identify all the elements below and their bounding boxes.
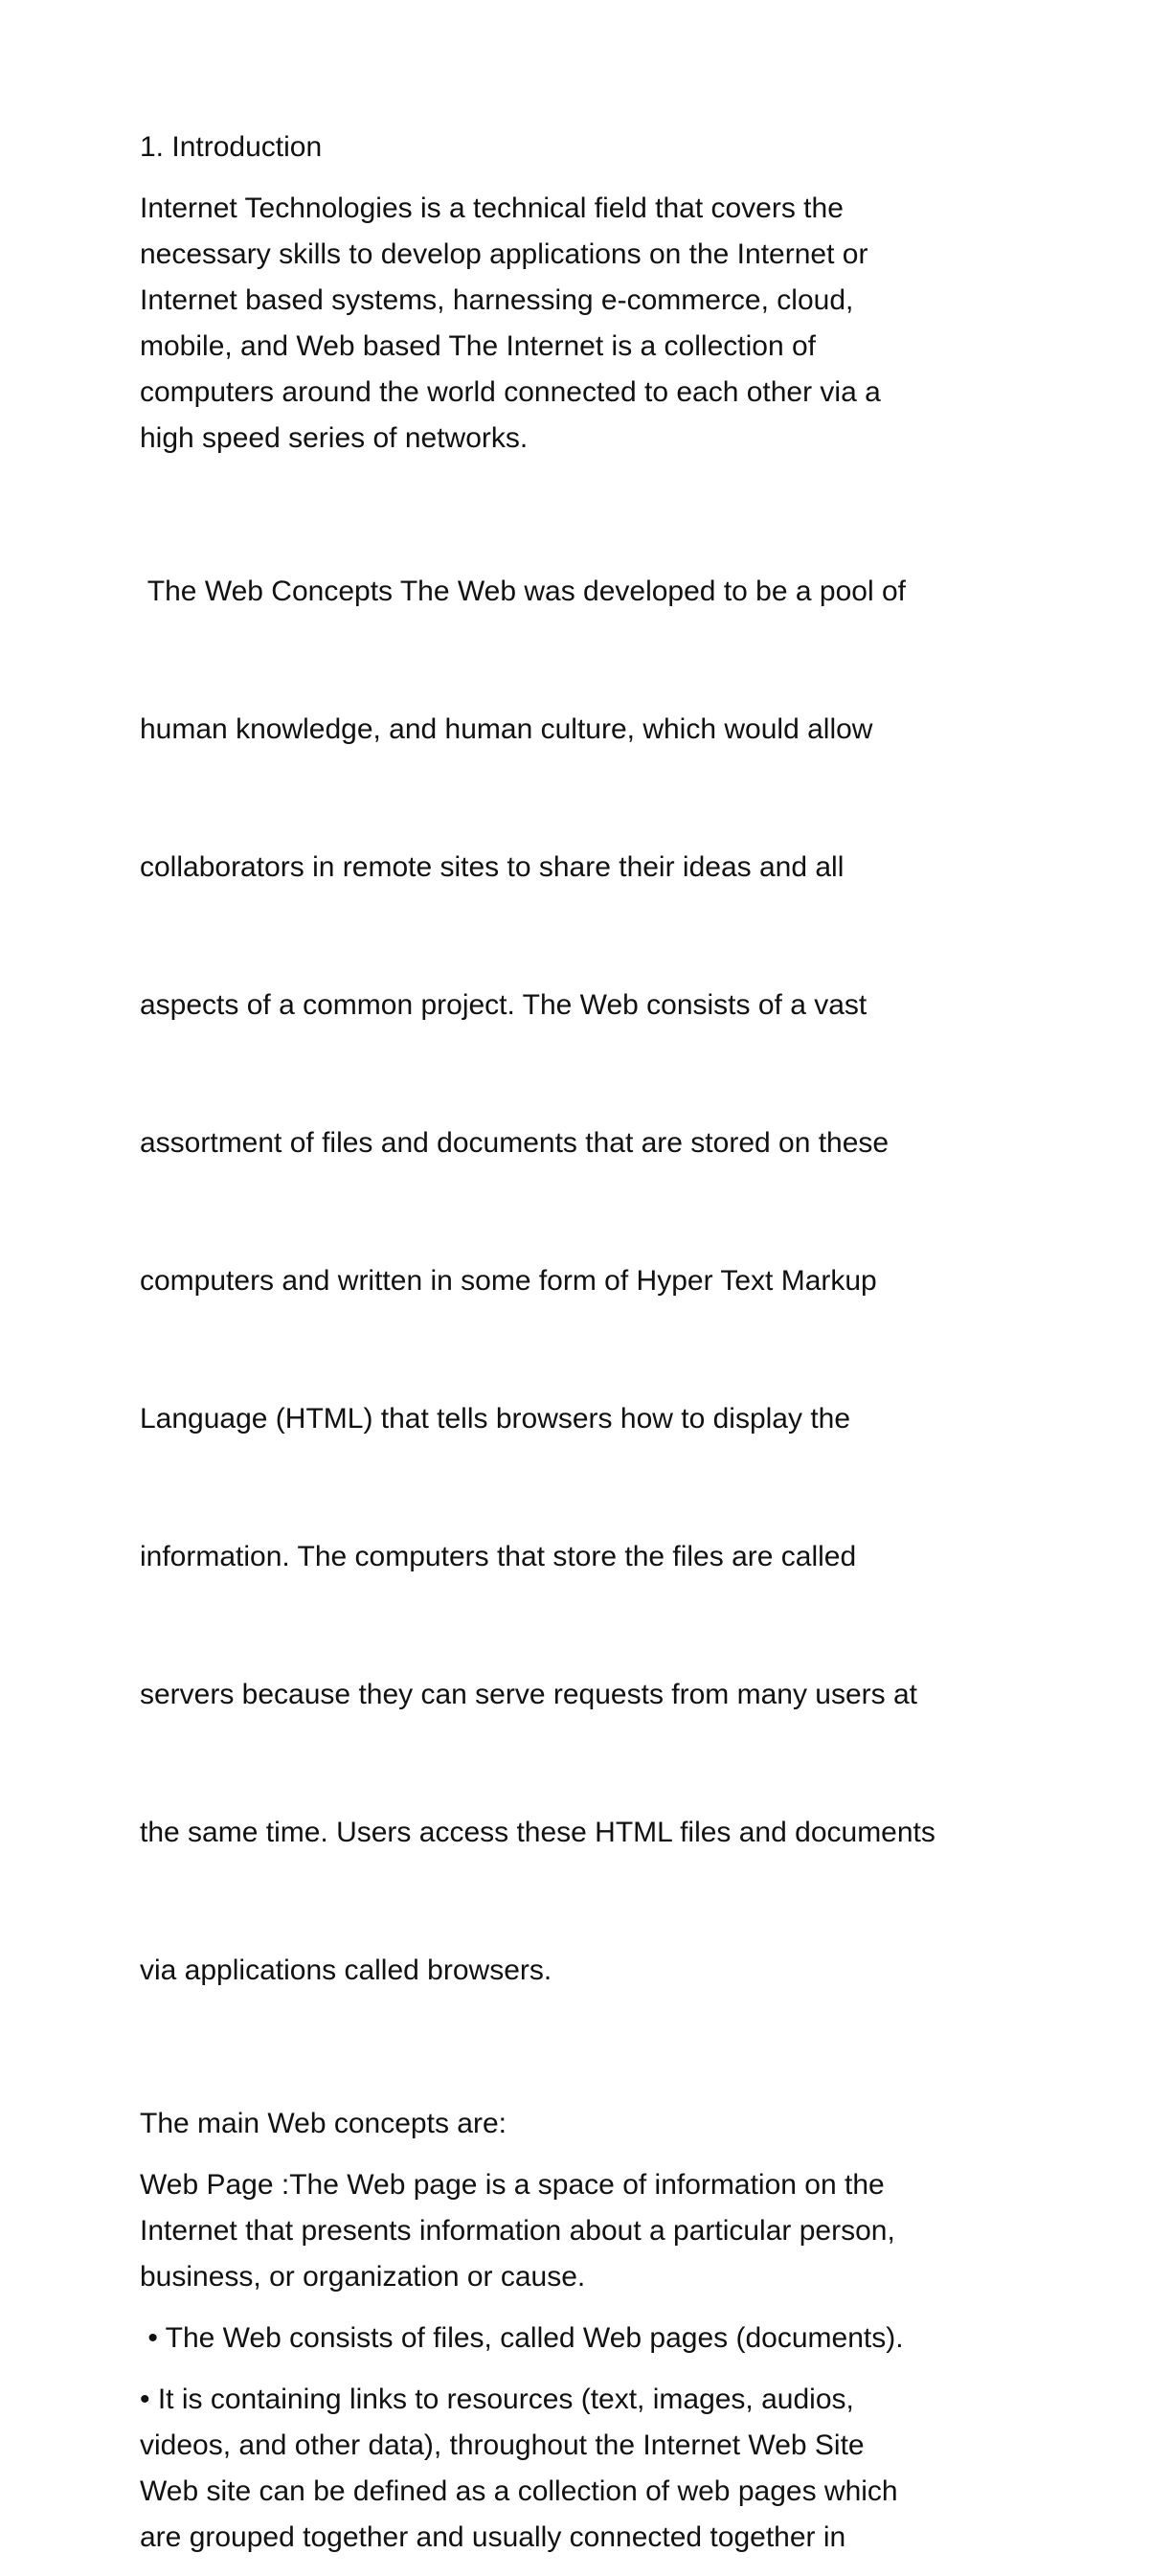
text-line: computers and written in some form of Hyper Text Markup	[140, 1265, 877, 1297]
paragraph-web-page	[140, 2162, 1030, 2300]
bullet-item-links	[140, 2377, 1030, 2561]
text-line: are grouped together and usually connected together in	[140, 2521, 846, 2553]
text-line: Language (HTML) that tells browsers how to display the	[140, 1403, 851, 1435]
text-line: servers because they can serve requests from many users at	[140, 1679, 918, 1710]
text-line: Internet Technologies is a technical field that covers the	[140, 192, 844, 224]
text-line: The Web Concepts The Web was developed to be a pool of	[140, 576, 906, 607]
text-line: information. The computers that store the files are called	[140, 1541, 857, 1572]
heading-text: 1. Introduction	[140, 131, 323, 163]
text-line: human knowledge, and human culture, which would allow	[140, 713, 873, 745]
text-line: Internet based systems, harnessing e-commerce, cloud,	[140, 284, 854, 316]
text-line: via applications called browsers.	[140, 1955, 552, 1986]
section-heading	[140, 124, 1030, 170]
text-line: Internet that presents information about a particular person,	[140, 2215, 895, 2247]
document-page	[140, 124, 1030, 2576]
text-line: The main Web concepts are:	[140, 2108, 507, 2139]
text-line: business, or organization or cause.	[140, 2261, 586, 2293]
text-line: necessary skills to develop applications on the Internet or	[140, 238, 868, 270]
paragraph-web-concepts	[140, 477, 1030, 2086]
text-line: • The Web consists of files, called Web pages (documents).	[140, 2322, 904, 2354]
text-line: high speed series of networks.	[140, 422, 529, 454]
text-line: collaborators in remote sites to share their ideas and all	[140, 851, 845, 883]
text-line: the same time. Users access these HTML files and documents	[140, 1817, 935, 1848]
text-line: assortment of files and documents that are stored on these	[140, 1127, 890, 1159]
paragraph-main-concepts	[140, 2101, 1030, 2147]
bullet-item-files	[140, 2316, 1030, 2361]
text-line: computers around the world connected to each other via a	[140, 376, 881, 408]
text-line: • It is containing links to resources (text, images, audios,	[140, 2384, 854, 2415]
text-line: Web Page :The Web page is a space of information on the	[140, 2169, 885, 2201]
text-line: Web site can be defined as a collection of web pages which	[140, 2475, 898, 2507]
text-line: mobile, and Web based The Internet is a collection of	[140, 330, 816, 362]
paragraph-internet-technologies	[140, 186, 1030, 462]
text-line: videos, and other data), throughout the Internet Web Site	[140, 2429, 865, 2461]
text-line: aspects of a common project. The Web consists of a vast	[140, 989, 867, 1021]
